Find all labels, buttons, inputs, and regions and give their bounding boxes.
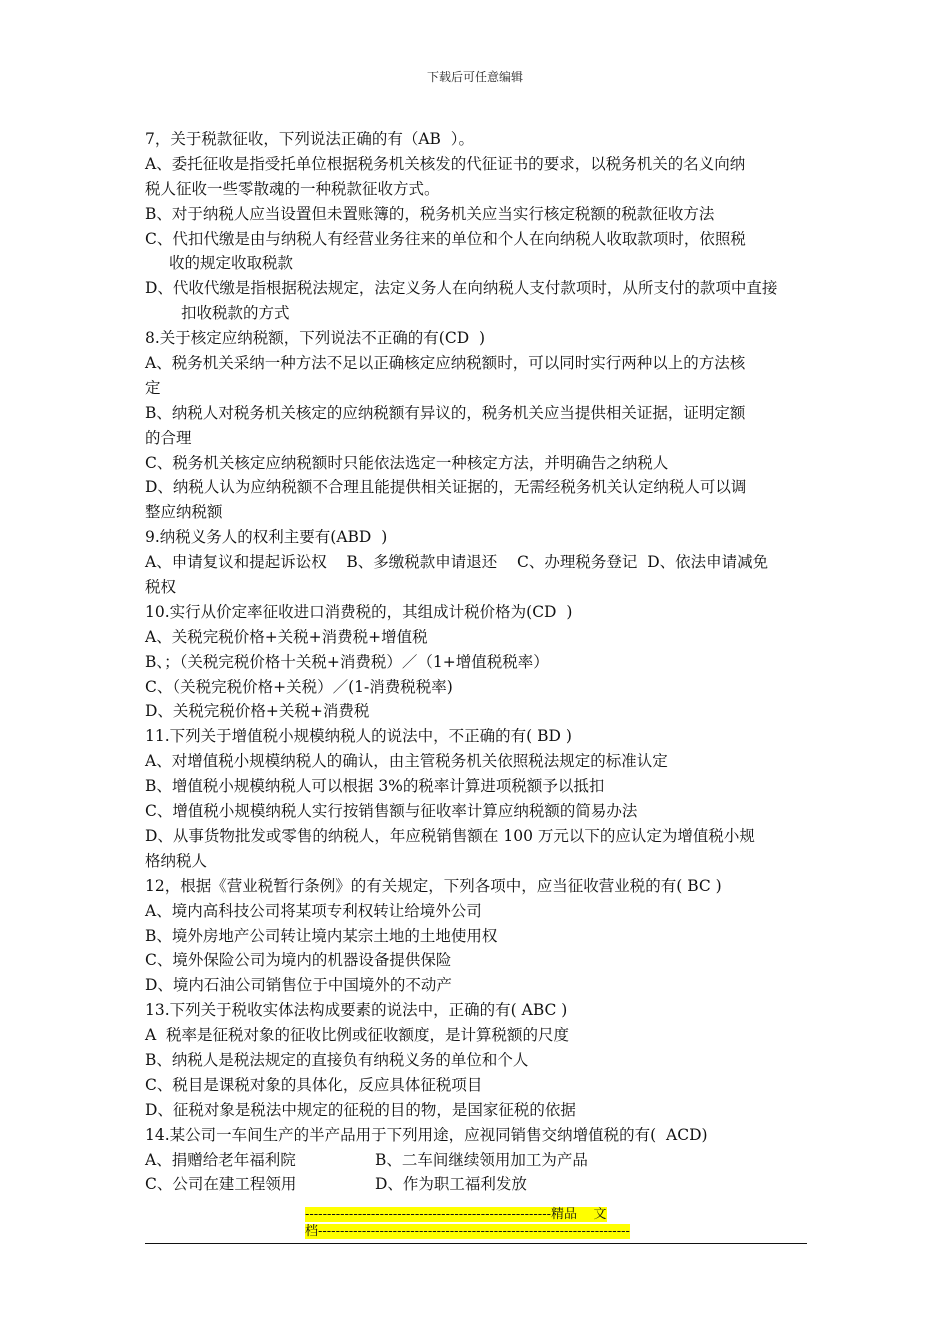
question-8-option-a: A、税务机关采纳一种方法不足以正确核定应纳税额时，可以同时实行两种以上的方法核 [145,354,746,373]
question-13-option-a: A 税率是征税对象的征收比例或征收额度，是计算税额的尺度 [145,1026,570,1045]
question-8-option-b-cont: 的合理 [145,428,192,447]
question-7-option-b: B、对于纳税人应当设置但未置账簿的，税务机关应当实行核定税额的税款征收方法 [145,204,715,223]
question-13-option-c: C、税目是课税对象的具体化，反应具体征税项目 [145,1075,483,1094]
question-14-option-a: A、捐赠给老年福利院 [145,1150,296,1169]
question-14-option-d: D、作为职工福利发放 [375,1175,527,1194]
question-14-title: 14.某公司一车间生产的半产品用于下列用途，应视同销售交纳增值税的有( ACD) [145,1125,708,1144]
question-10-option-a: A、关税完税价格+关税+消费税+增值税 [145,627,428,646]
question-8-option-b: B、纳税人对税务机关核定的应纳税额有异议的，税务机关应当提供相关证据，证明定额 [145,403,746,422]
question-10-option-d: D、关税完税价格+关税+消费税 [145,702,370,721]
question-8-option-d: D、纳税人认为应纳税额不合理且能提供相关证据的，无需经税务机关认定纳税人可以调 [145,478,747,497]
question-10-title: 10.实行从价定率征收进口消费税的，其组成计税价格为(CD ) [145,602,573,621]
question-13-option-d: D、征税对象是税法中规定的征税的目的物，是国家征税的依据 [145,1100,576,1119]
document-body [145,127,835,1197]
question-12-title: 12，根据《营业税暂行条例》的有关规定，下列各项中，应当征收营业税的有( BC ) [145,876,722,895]
question-7-option-c-cont: 收的规定收取税款 [169,254,294,273]
question-11-option-a: A、对增值税小规模纳税人的确认，由主管税务机关依照税法规定的标准认定 [145,752,668,771]
question-9-options-cont: 税权 [145,578,177,597]
question-7-option-d-cont: 扣收税款的方式 [181,304,290,323]
question-8-option-d-cont: 整应纳税额 [145,503,223,522]
question-10-option-b: B、；（关税完税价格十关税+消费税）／（1+增值税税率） [145,652,549,671]
question-11-option-b: B、增值税小规模纳税人可以根据 3%的税率计算进项税额予以抵扣 [145,777,605,796]
question-7-option-a-cont: 税人征收一些零散魂的一种税款征收方式。 [145,179,440,198]
question-8-option-a-cont: 定 [145,378,161,397]
question-8-option-c: C、税务机关核定应纳税额时只能依法选定一种核定方法，并明确告之纳税人 [145,453,669,472]
question-11-title: 11.下列关于增值税小规模纳税人的说法中，不正确的有( BD ) [145,727,572,746]
question-12-option-d: D、境内石油公司销售位于中国境外的不动产 [145,976,452,995]
question-14-options-row-1 [145,1148,835,1173]
footer-divider [145,1243,807,1244]
question-12-option-a: A、境内高科技公司将某项专利权转让给境外公司 [145,901,482,920]
question-9-options: A、申请复议和提起诉讼权 B、多缴税款申请退还 C、办理税务登记 D、依法申请减免 [145,553,769,572]
footer-line-2: 档----------------------------------------------------------------------- [305,1224,630,1239]
question-12-option-c: C、境外保险公司为境内的机器设备提供保险 [145,951,452,970]
question-11-option-d-cont: 格纳税人 [145,851,208,870]
question-11-option-c: C、增值税小规模纳税人实行按销售额与征收率计算应纳税额的简易办法 [145,802,638,821]
question-7-option-c: C、代扣代缴是由与纳税人有经营业务往来的单位和个人在向纳税人收取款项时，依照税 [145,229,746,248]
question-9-title: 9.纳税义务人的权利主要有(ABD ) [145,528,388,547]
footer-line-1: --------------------------------------------------------精品 文 [305,1207,607,1222]
page-header: 下载后可任意编辑 [426,70,523,84]
question-8-title: 8.关于核定应纳税额，下列说法不正确的有(CD ) [145,329,486,348]
question-7-option-a: A、委托征收是指受托单位根据税务机关核发的代征证书的要求，以税务机关的名义向纳 [145,154,746,173]
question-13-title: 13.下列关于税收实体法构成要素的说法中，正确的有( ABC ) [145,1001,568,1020]
question-14-option-c: C、公司在建工程领用 [145,1175,297,1194]
question-10-option-c: C、（关税完税价格+关税）／(1-消费税税率) [145,677,453,696]
question-12-option-b: B、境外房地产公司转让境内某宗土地的土地使用权 [145,926,498,945]
question-13-option-b: B、纳税人是税法规定的直接负有纳税义务的单位和个人 [145,1050,529,1069]
question-7-title: 7，关于税款征收，下列说法正确的有（AB ）。 [145,130,475,148]
question-14-option-b: B、二车间继续领用加工为产品 [375,1150,588,1169]
question-14-options-row-2 [145,1172,835,1197]
question-7-option-d: D、代收代缴是指根据税法规定，法定义务人在向纳税人支付款项时，从所支付的款项中直接 [145,279,778,298]
question-11-option-d: D、从事货物批发或零售的纳税人，年应税销售额在 100 万元以下的应认定为增值税小规 [145,826,755,845]
footer-watermark [305,1206,650,1240]
